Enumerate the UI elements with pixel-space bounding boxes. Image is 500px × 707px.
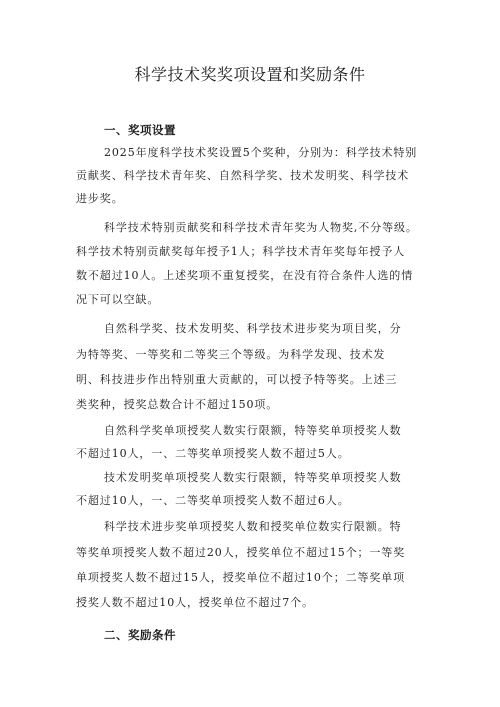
document-title: 科学技术奖奖项设置和奖励条件 (134, 65, 366, 84)
section-heading-award-conditions: 二、奖励条件 (104, 628, 176, 642)
paragraph-line: 明、科技进步作出特别重大贡献的，可以授予特等奖。上述三 (76, 373, 398, 386)
paragraph-line: 科学技术特别贡献奖每年授予1人；科学技术青年奖每年授予人 (76, 245, 406, 258)
paragraph-line: 自然科学奖单项授奖人数实行限额，特等奖单项授奖人数 (104, 424, 402, 437)
paragraph-line: 单项授奖人数不超过15人，授奖单位不超过10个；二等奖单项 (76, 571, 406, 584)
paragraph-line: 贡献奖、科学技术青年奖、自然科学奖、技术发明奖、科学技术 (76, 169, 410, 182)
paragraph-line: 科学技术进步奖单项授奖人数和授奖单位数实行限额。特 (104, 520, 402, 533)
paragraph-line: 不超过10人，一、二等奖单项授奖人数不超过6人。 (76, 494, 350, 507)
paragraph-line: 技术发明奖单项授奖人数实行限额，特等奖单项授奖人数 (104, 471, 402, 484)
paragraph-line: 自然科学奖、技术发明奖、科学技术进步奖为项目奖，分 (104, 322, 402, 335)
paragraph-line: 况下可以空缺。 (76, 293, 160, 306)
paragraph-line: 进步奖。 (76, 192, 124, 205)
paragraph-line: 数不超过10人。上述奖项不重复授奖，在没有符合条件人选的情 (76, 269, 414, 282)
paragraph-line: 科学技术特别贡献奖和科学技术青年奖为人物奖,不分等级。 (104, 221, 418, 234)
paragraph-line: 等奖单项授奖人数不超过20人，授奖单位不超过15个；一等奖 (76, 546, 406, 559)
paragraph-line: 2025年度科学技术奖设置5个奖种，分别为：科学技术特别 (104, 146, 418, 159)
paragraph-line: 授奖人数不超过10人，授奖单位不超过7个。 (76, 596, 314, 609)
paragraph-line: 为特等奖、一等奖和二等奖三个等级。为科学发现、技术发 (76, 348, 386, 361)
paragraph-line: 不超过10人，一、二等奖单项授奖人数不超过5人。 (76, 447, 350, 460)
section-heading-award-setting: 一、奖项设置 (104, 123, 176, 137)
paragraph-line: 类奖种，授奖总数合计不超过150项。 (76, 398, 279, 411)
